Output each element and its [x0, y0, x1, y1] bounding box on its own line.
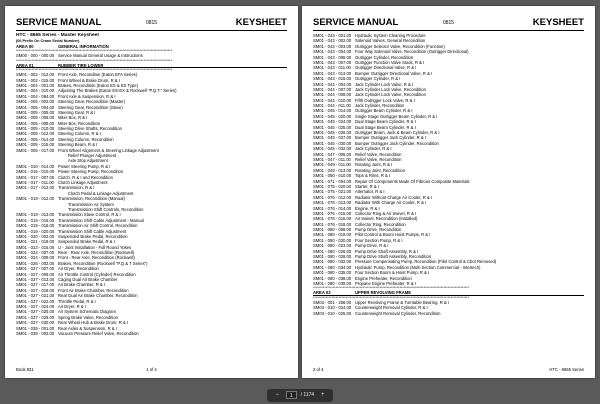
page-body — [313, 33, 584, 316]
entry-code: SM01 - 043 - 007.00 — [313, 59, 352, 65]
entry-code: SM01 - 080 - 026.00 — [313, 248, 352, 254]
entry-code: SM01 - 005 - 014.00 — [16, 136, 55, 142]
entry-description: Steering Gear, R & I — [58, 109, 96, 115]
entry-description: Outrigger Cylinder, Recondition — [355, 54, 414, 60]
entry-description: Counterweight Removal Cylinder, R & I — [355, 305, 428, 311]
entry-code: SM01 - 049 - 013.00 — [313, 167, 352, 173]
entry-code: SM01 - 043 - 011.00 — [313, 65, 351, 71]
entry-code: SM01 - 045 - 026.00 — [313, 130, 352, 136]
entry-description: Brakes, Recondition (Rockwell "P.Q & T Series") — [58, 260, 148, 266]
header-title: SERVICE MANUAL — [313, 17, 399, 28]
zoom-out-icon[interactable]: − — [275, 392, 280, 398]
entry-code: SM01 - 005 - 004.00 — [16, 104, 55, 110]
header-rule — [16, 30, 287, 31]
entry-code: SM01 - 027 - 019.00 — [16, 287, 55, 293]
entry-description: Transmission Slave Control, R & I — [58, 212, 121, 218]
entry-description: Jack Cylinder, R & I — [355, 146, 392, 152]
entry-code: SM01 - 080 - 032.00 — [313, 259, 352, 265]
entry-code: SM01 - 010 - 014.00 — [16, 163, 55, 169]
entry-code: SM01 - 005 - 017.00 — [16, 147, 55, 153]
entry-description: Radiator Without Charge Air Cooler, R & I — [355, 194, 433, 200]
header-keysheet: KEYSHEET — [235, 17, 287, 28]
entry-code: SM01 - 080 - 034.00 — [313, 264, 352, 270]
entry-code: SM01 - 027 - 017.00 — [16, 282, 55, 288]
entry-code: SM01 - 004 - 064.00 — [16, 93, 55, 99]
entry-description: Bumper Outrigger Jack Cylinder, R & I — [355, 135, 426, 141]
entry-description: Miter Box, R & I — [58, 115, 88, 121]
entry-code: SM01 - 020 - 002.00 — [16, 233, 55, 239]
entry-code: SM01 - 027 - 024.00 — [16, 303, 55, 309]
entry-description: Adjusting The Brakes (Eaton ES-EX & Rockwell "P.Q.T." Series) — [58, 88, 177, 94]
entry-code: SM01 - 075 - 021.00 — [313, 189, 352, 195]
entry-code: SM01 - 076 - 012.00 — [313, 194, 352, 200]
entry-code: SM01 - 076 - 018.00 — [313, 221, 352, 227]
entry-code: ************************************************************************************************************** — [16, 68, 173, 73]
entry-code: SM01 - 002 - 012.00 — [16, 72, 55, 78]
entry-code: SM01 - 039 - 002.00 — [16, 330, 55, 336]
entry-description: Fifth Outrigger Lock Valve, R & I — [355, 97, 415, 103]
entry-description: Pump Drive Shaft Assembly, R & I — [355, 248, 419, 254]
entry-description: Bumper Outrigger Jack Cylinder, Recondition — [355, 140, 439, 146]
entry-description: Caging Dual Air Brake Chamber — [58, 277, 118, 283]
entry-code: SM01 - 019 - 016.00 — [16, 217, 55, 223]
entry-description: Outrigger Function Valve Stack, R & I — [355, 59, 425, 65]
entry-description: Propane Engine Preheater, R & I — [355, 280, 416, 286]
entry-code: SM01 - 004 - 001.00 — [16, 82, 55, 88]
viewer-toolbar — [0, 386, 600, 404]
entry-code: SM01 - 043 - 004.00 — [313, 49, 352, 55]
entry-code: SM01 - 017 - 007.00 — [16, 174, 55, 180]
entry-description: Engine, R & I — [355, 205, 380, 211]
entry-description: Collector Ring, Recondition — [355, 221, 406, 227]
entry-description: UPPER REVOLVING FRAME — [355, 290, 411, 295]
entry-code: SM01 - 005 - 002.00 — [16, 99, 55, 105]
entry-description: Miter Box, Recondition — [58, 120, 101, 126]
entry-code: SM01 - 017 - 012.00 — [16, 185, 55, 191]
entry-code: SM01 - 076 - 014.00 — [313, 205, 352, 211]
entry-description: Rear Axles & Suspension, R & I — [58, 325, 117, 331]
entry-code: SM01 - 027 - 007.00 — [16, 266, 55, 272]
page-body — [16, 33, 287, 336]
entry-code: SM01 - 043 - 006.00 — [313, 54, 352, 60]
entry-code: SM01 - 024 - 007.00 — [16, 250, 55, 256]
entry-description: Air Throttle Control (Cylinder) Recondition — [58, 271, 136, 277]
entry-description: Radiator With Charge Air Cooler, R & I — [355, 200, 427, 206]
entry-code: HTC - 8665 Series - Master Keysheet — [16, 33, 99, 38]
entry-code: SM01 - 019 - 012.00 — [16, 196, 55, 202]
entry-code: SM01 - 027 - 022.00 — [16, 298, 55, 304]
entry-code: SM01 - 043 - 003.00 — [313, 43, 352, 49]
entry-description: Transmission Shift Cable Adjustment - Manual — [58, 217, 144, 223]
entry-description: Clutch, R & I and Recondition — [58, 174, 113, 180]
entry-description: Dual Stage Beam Cylinder, R & I — [355, 119, 416, 125]
entry-code: SM01 - 080 - 039.00 — [313, 280, 352, 286]
entry-description: Jack Cylinder Lock Valve, R & I — [355, 81, 414, 87]
entry-code: SM01 - 027 - 025.00 — [16, 309, 55, 315]
entry-code: SM01 - 005 - 006.00 — [16, 115, 55, 121]
entry-description: Service Manual General Usage & Instructions — [58, 53, 143, 59]
entry-description: Front Wheel Alignment & Steering Linkage Adjustment — [58, 147, 159, 153]
header-title: SERVICE MANUAL — [16, 17, 102, 28]
entry-code: SM01 - 076 - 015.00 — [313, 210, 352, 216]
entry-description: Starter, R & I — [355, 183, 379, 189]
entry-code: ************************************************************************************************************** — [313, 286, 470, 291]
entry-description: Outrigger Beam Cylinder, R & I — [355, 108, 413, 114]
entry-description: Rotating Joint, R & I — [355, 162, 393, 168]
entry-code: SM01 - 026 - 002.00 — [16, 260, 55, 266]
entry-code: SM01 - 071 - 004.00 — [313, 178, 352, 184]
entry-description: Transmission, R & I — [58, 185, 95, 191]
entry-description: Suspended Brake Pedal, R & I — [58, 239, 115, 245]
header-rule — [313, 30, 584, 31]
entry-description: Front Wheel & Brake Drum, R & I — [58, 77, 120, 83]
entry-code: SM01 - 050 - 010.00 — [313, 173, 352, 179]
entry-description: Front Air Brake Chamber, Recondition — [58, 287, 129, 293]
page-header — [16, 17, 287, 29]
entry-code: SM01 - 076 - 013.00 — [313, 200, 352, 206]
entry-description: Throttle Pedal, R & I — [58, 298, 96, 304]
entry-description: Transmission, Recondition (Manual) — [58, 196, 125, 202]
entry-description: Air Dryer, Recondition — [58, 266, 99, 272]
entry-description: Four Way Solenoid Valve, Recondition (Outrigger Directional) — [355, 49, 469, 55]
entry-code: SM01 - 027 - 013.00 — [16, 277, 55, 283]
entry-code: SM01 - 080 - 038.00 — [313, 275, 352, 281]
entry-description: Steering Gear, Recondition (Slave) — [58, 104, 123, 110]
entry-description: Air Swivel, Recondition (Installed) — [355, 216, 418, 222]
entry-code: SM03 - 010 - 025.00 — [313, 310, 352, 316]
entry-description: Single Stage Outrigger Beam Cylinder, R & I — [355, 113, 438, 119]
page-header — [313, 17, 584, 29]
entry-code: SM01 - 076 - 016.00 — [313, 216, 352, 222]
entry-description: RUBBER TIRE LOWER — [58, 62, 104, 68]
entry-description: Solenoid Valves, General Recondition — [355, 38, 426, 44]
header-number: 0815 — [145, 20, 158, 26]
page-number-input[interactable]: 1 — [286, 391, 297, 399]
entry-description: U - Joint Installation - Full Round Yokes — [58, 244, 132, 250]
entry-code: SM01 - 080 - 023.00 — [313, 243, 352, 249]
entry-code: SM01 - 044 - 004.00 — [313, 81, 352, 87]
entry-description: Relief Valve, Recondition — [355, 151, 402, 157]
page-navigation — [267, 389, 333, 402]
entry-description: Rear Dual Air Brake Chamber, Recondition — [58, 293, 138, 299]
entry-description: Suspended Brake Pedal, Recondition — [58, 233, 128, 239]
entry-code: SM01 - 047 - 005.00 — [313, 151, 352, 157]
entry-description: Tops & Rims, R & I — [355, 173, 391, 179]
entry-description: Pump Drive, Recondition — [355, 227, 402, 233]
entry-code: SM01 - 049 - 011.00 — [313, 162, 351, 168]
entry-description: Four Section Pump, R & I — [355, 237, 403, 243]
entry-description: Collector Ring & Air Swivel, R & I — [355, 210, 417, 216]
header-keysheet: KEYSHEET — [532, 17, 584, 28]
entry-description: Vacuum Pressure Relief Valve, Recondition — [58, 330, 139, 336]
entry-description: Pressure Compensating Pump, Recondition (Pilot Control & Cbot Removed) — [355, 259, 497, 265]
entry-description: Spring Brake Valve, Recondition — [58, 314, 118, 320]
entry-code: SM01 - 005 - 012.00 — [16, 131, 55, 137]
entry-code: SM01 - 080 - 019.00 — [313, 232, 352, 238]
entry-description: Front Axle, Reconditon (Eaton EFA Series) — [58, 72, 138, 78]
entry-code: SM01 - 015 - 010.00 — [16, 169, 55, 175]
entry-code: SM01 - 004 - 010.00 — [16, 88, 55, 94]
entry-code: SM01 - 045 - 025.00 — [313, 124, 352, 130]
footer-left: Book 831 — [16, 367, 34, 372]
entry-description: Outrigger Cylinder, R & I — [355, 76, 401, 82]
entry-code: SM01 - 044 - 007.00 — [313, 86, 352, 92]
entry-code: SM01 - 045 - 024.00 — [313, 119, 352, 125]
entry-code: SM01 - 045 - 030.00 — [313, 140, 352, 146]
document-page-left — [5, 6, 298, 378]
entry-code: SM01 - 027 - 021.00 — [16, 293, 55, 299]
page-total: / 1174 — [300, 392, 315, 398]
page-footer — [16, 366, 287, 372]
entry-code: SM03 - 010 - 024.00 — [313, 305, 352, 311]
entry-description: Brakes, Recondition (Eaton ES & ES Type) — [58, 82, 138, 88]
entry-description: Steering Drive Shafts, Recondition — [58, 126, 123, 132]
footer-page-number: 2 of 4 — [313, 367, 324, 372]
entry-code: SM01 - 045 - 020.00 — [313, 113, 352, 119]
entry-code: ************************************************************************************************************** — [313, 295, 470, 300]
entry-description: Relief Plunger Adjustment — [68, 153, 117, 159]
entry-description: Bumper Outrigger Directional Valve, R & I — [355, 70, 433, 76]
footer-series: HTC - 8665 Series — [549, 367, 584, 372]
zoom-in-icon[interactable]: + — [320, 392, 325, 398]
entry-description: Jack Cylinder Lock Valve, Recondition — [355, 86, 426, 92]
entry-description: Rotating Joint, Recondition — [355, 167, 406, 173]
entry-description: Axle Stop Adjustment — [68, 158, 108, 164]
entry-code: SM01 - 024 - 009.00 — [16, 255, 55, 261]
entry-code: SM01 - 080 - 020.00 — [313, 237, 352, 243]
entry-description: Alternator, R & I — [355, 189, 385, 195]
entry-code: SM01 - 019 - 016.00 — [16, 223, 55, 229]
keysheet-entry — [16, 331, 287, 336]
entry-code: AREA 00 — [16, 44, 34, 49]
entry-description: Outrigger Beam, Jack & Beam Cylinder, R & I — [355, 130, 440, 136]
entry-description: Air Brake Chamber, R & I — [58, 282, 106, 288]
entry-description: Hydraulic System Cleaning Procedure — [355, 33, 426, 38]
entry-description: Outrigger Directional Valve, R & I — [355, 65, 417, 71]
entry-code: SM01 - 047 - 011.00 — [313, 156, 351, 162]
footer-page-number: 1 of 4 — [146, 367, 157, 372]
entry-code: (06 Prefix On Crane Serial Number) — [16, 39, 80, 43]
entry-code: SM01 - 002 - 015.00 — [16, 77, 55, 83]
entry-description: Upper Revolving Frame & Turntable Bearing, R & I — [355, 299, 450, 305]
entry-code: SM01 - 027 - 030.00 — [16, 320, 55, 326]
entry-description: Rear - Rear Axle, Recondition (Rockwell) — [58, 250, 135, 256]
entry-code: SM01 - 019 - 013.00 — [16, 212, 55, 218]
document-page-right — [302, 6, 595, 378]
entry-description: Rear Wheel Hub & Brake Drum, R & I — [58, 320, 129, 326]
entry-description: Dual Stage Beam Cylinder, R & I — [355, 124, 416, 130]
entry-code: SM01 - 005 - 015.00 — [16, 142, 55, 148]
entry-description: Steering Column, R & I — [58, 131, 101, 137]
entry-description: Steering Gear, Recondition (Master) — [58, 99, 126, 105]
entry-description: Air System Schematic Diagram — [58, 309, 116, 315]
entry-code: SM01 - 043 - 013.00 — [313, 70, 352, 76]
entry-description: Transmission Shift Cable Adjustment — [58, 228, 127, 234]
entry-description: Pilot Control & Boom Hoist Pumps, R & I — [355, 232, 431, 238]
entry-code: SM00 - 000 - 000.00 — [16, 53, 55, 59]
entry-description: Power Steering Pump, R & I — [58, 163, 111, 169]
entry-code: ************************************************************************************************************** — [16, 49, 173, 54]
entry-description: Power Steering Pump, Recondition — [58, 169, 124, 175]
entry-code: SM01 - 017 - 011.00 — [16, 179, 54, 185]
entry-code: SM01 - 044 - 011.00 — [313, 103, 351, 109]
entry-code: SM01 - 043 - 002.00 — [313, 38, 352, 44]
entry-code: SM01 - 005 - 005.00 — [16, 109, 55, 115]
entry-description: Outrigger Selector Valve, Recondition (Function) — [355, 43, 445, 49]
page-footer — [313, 366, 584, 372]
entry-description: Hydraulic Pump, Recondition (Multi Section Commercial - Intertech) — [355, 264, 481, 270]
entry-code: SM01 - 045 - 014.00 — [313, 108, 352, 114]
entry-code: SM01 - 045 - 027.00 — [313, 135, 352, 141]
entry-code: SM01 - 023 - 015.00 — [16, 244, 55, 250]
entry-description: Front Axle & Suspension, R & I — [58, 93, 116, 99]
entry-description: Transmission Air System — [68, 201, 114, 207]
entry-description: Clutch Linkage Adjustment — [58, 179, 108, 185]
entry-description: Transmission Shift Controls, Recondition — [68, 206, 144, 212]
entry-code: SM01 - 027 - 009.00 — [16, 271, 55, 277]
entry-code: SM01 - 027 - 029.00 — [16, 314, 55, 320]
entry-description: Air Dryer, R & I — [58, 303, 86, 309]
entry-code: AREA 03 — [313, 290, 331, 296]
entry-code: SM01 - 005 - 010.00 — [16, 126, 55, 132]
entry-code: SM01 - 044 - 008.00 — [313, 92, 352, 98]
entry-code: SM01 - 075 - 020.00 — [313, 183, 352, 189]
entry-code: SM01 - 080 - 008.00 — [313, 227, 352, 233]
entry-description: Steering Beam, R & I — [58, 142, 98, 148]
entry-code: SM01 - 021 - 019.00 — [16, 239, 55, 245]
entry-code: SM01 - 039 - 001.00 — [16, 325, 55, 331]
entry-description: Relief Valve, Recondition — [355, 156, 402, 162]
entry-description: Counterweight Removal Cylinder, Recondition — [355, 310, 441, 316]
entry-code: AREA 01 — [16, 62, 34, 68]
entry-code: SM01 - 019 - 020.00 — [16, 228, 55, 234]
entry-code: SM01 - 080 - 035.00 — [313, 270, 352, 276]
entry-description: GENERAL INFORMATION — [58, 44, 109, 49]
entry-description: Transmission Air Shift Control, Recondition — [58, 223, 138, 229]
entry-description: Steering Column, Recondition — [58, 136, 114, 142]
entry-description: Front - Rear Axle, Recondition (Rockwell) — [58, 255, 135, 261]
entry-code: ************************************************************************************************************** — [16, 58, 173, 63]
entry-code: SM01 - 043 - 015.00 — [313, 76, 352, 82]
entry-code: SM01 - 080 - 028.00 — [313, 254, 352, 260]
entry-description: Engine Preheater, Recondition — [355, 275, 412, 281]
entry-description: Jack Cylinder Lock Valve, Recondition — [355, 92, 426, 98]
entry-description: Pump Drive, R & I — [355, 243, 389, 249]
entry-code: SM01 - 005 - 008.00 — [16, 120, 55, 126]
keysheet-entry — [313, 311, 584, 316]
header-number: 0815 — [442, 20, 455, 26]
entry-code: SM03 - 001 - 256.00 — [313, 299, 352, 305]
entry-description: Pump Drive Shaft Assembly, Recondition — [355, 254, 432, 260]
entry-description: Clutch Pedal & Linkage Adjustment — [68, 190, 134, 196]
entry-description: Repair Of Components Made Of Fibrous Composite Materials — [355, 178, 470, 184]
entry-code: SM01 - 045 - 032.00 — [313, 146, 352, 152]
entry-description: Jack Cylinder, Recondition — [355, 103, 405, 109]
entry-description: Four Section Boom & Hoist Pump, R & I — [355, 270, 430, 276]
entry-code: SM01 - 043 - 001.00 — [313, 33, 352, 38]
entry-code: SM01 - 044 - 010.00 — [313, 97, 352, 103]
